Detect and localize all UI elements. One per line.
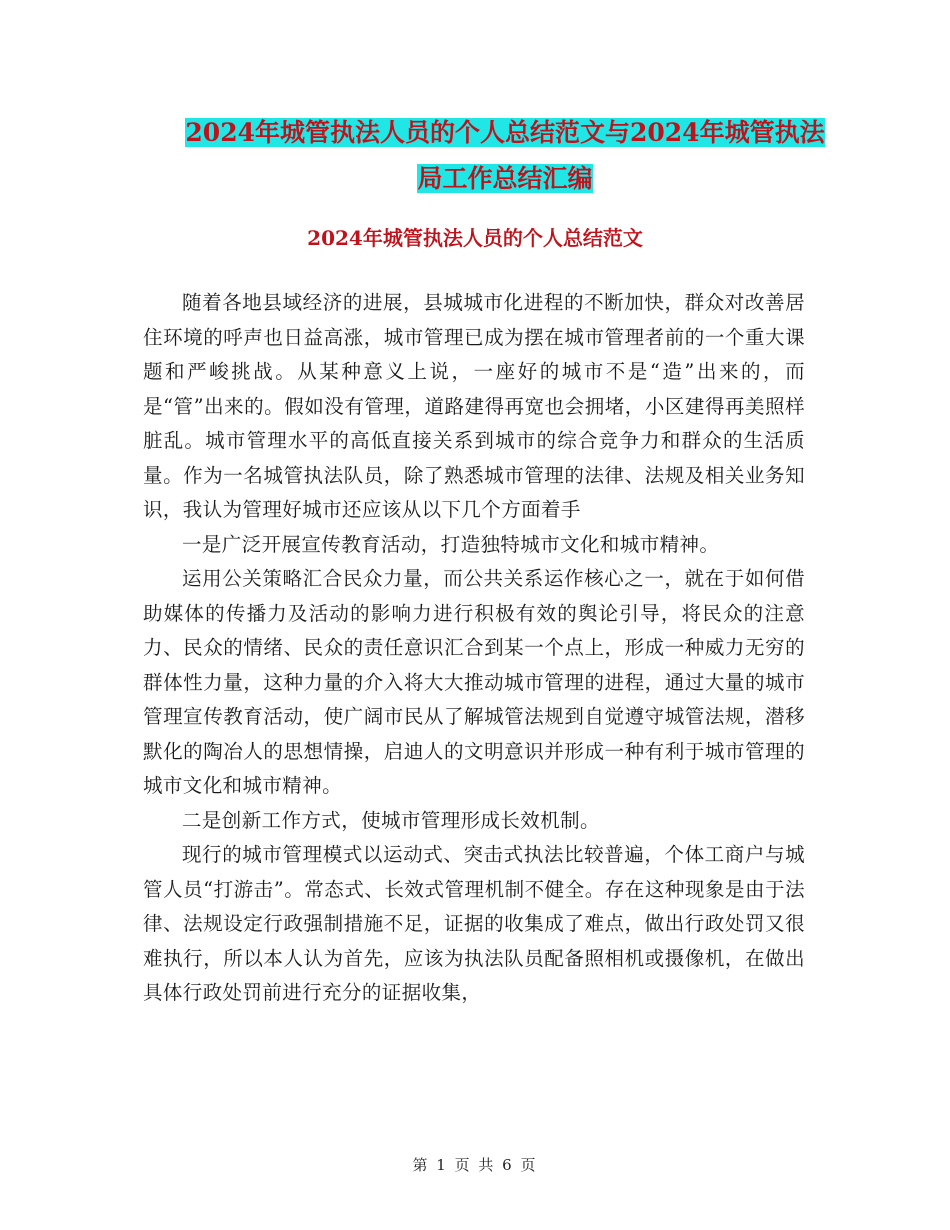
- document-title-text: 2024年城管执法人员的个人总结范文与2024年城管执法局工作总结汇编: [185, 118, 825, 193]
- paragraph: 一是广泛开展宣传教育活动，打造独特城市文化和城市精神。: [182, 532, 720, 556]
- paragraph: 二是创新工作方式，使城市管理形成长效机制。: [182, 808, 600, 832]
- section-heading: 2024年城管执法人员的个人总结范文: [307, 226, 643, 250]
- document-body: [143, 286, 805, 1011]
- paragraph: 现行的城市管理模式以运动式、突击式执法比较普遍，个体工商户与城管人员“打游击”。常态式、长效式管理机制不健全。存在这种现象是由于法律、法规设定行政强制措施不足，证据的收集成了难点，做出行政处罚又很难执行，所以本人认为首先，应该为执法队员配备照相机或摄像机，在做出具体行政处罚前进行充分的证据收集，: [143, 843, 805, 1004]
- document-title: [185, 110, 825, 202]
- page-footer: 第 1 页 共 6 页: [412, 1156, 538, 1174]
- paragraph: 随着各地县域经济的进展，县城城市化进程的不断加快，群众对改善居住环境的呼声也日益高涨，城市管理已成为摆在城市管理者前的一个重大课题和严峻挑战。从某种意义上说，一座好的城市不是“造”出来的，而是“管”出来的。假如没有管理，道路建得再宽也会拥堵，小区建得再美照样脏乱。城市管理水平的高低直接关系到城市的综合竞争力和群众的生活质量。作为一名城管执法队员，除了熟悉城市管理的法律、法规及相关业务知识，我认为管理好城市还应该从以下几个方面着手: [143, 291, 805, 521]
- paragraph: 运用公关策略汇合民众力量，而公共关系运作核心之一，就在于如何借助媒体的传播力及活动的影响力进行积极有效的舆论引导，将民众的注意力、民众的情绪、民众的责任意识汇合到某一个点上，形成一种威力无穷的群体性力量，这种力量的介入将大大推动城市管理的进程，通过大量的城市管理宣传教育活动，使广阔市民从了解城管法规到自觉遵守城管法规，潜移默化的陶冶人的思想情操，启迪人的文明意识并形成一种有利于城市管理的城市文化和城市精神。: [143, 567, 805, 797]
